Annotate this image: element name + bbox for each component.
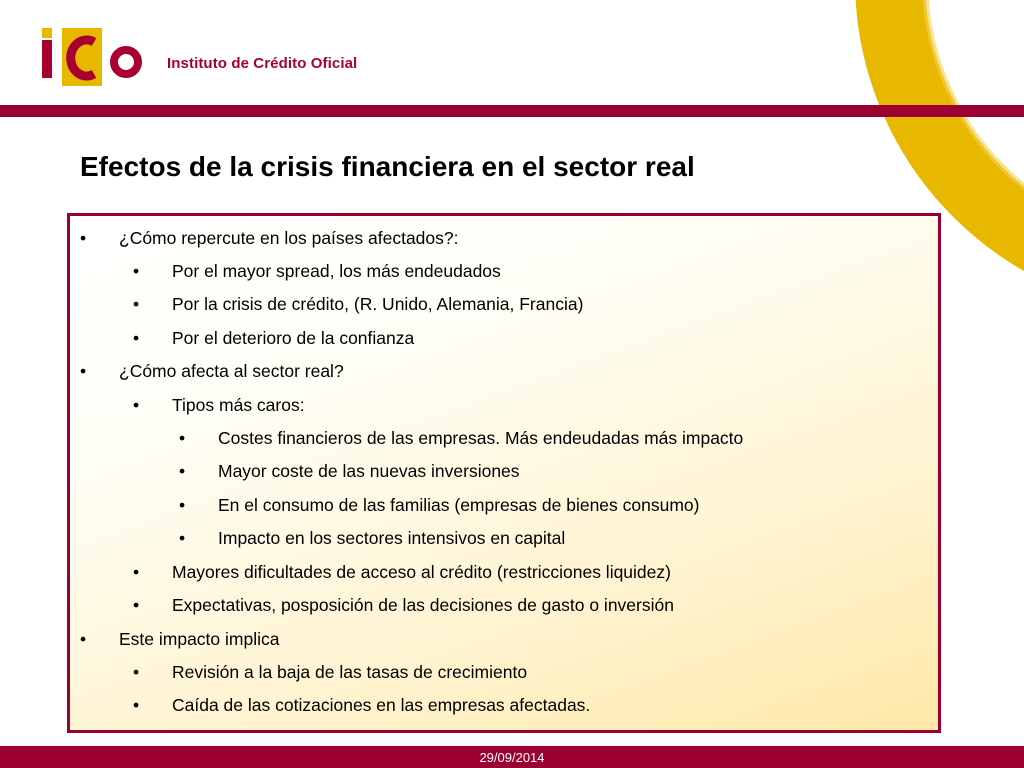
content-box [67,213,941,733]
bullet-item [133,662,528,682]
bullet-text: Impacto en los sectores intensivos en capital [218,528,566,548]
bullet-item [80,361,344,381]
slide-title: Efectos de la crisis financiera en el sector real [80,151,695,182]
ico-logo [38,24,148,94]
bullet-item [80,228,459,248]
bullet-dot: • [133,695,140,715]
bullet-dot: • [179,428,186,448]
bullet-text: Mayores dificultades de acceso al crédito (restricciones liquidez) [172,562,671,582]
bullet-dot: • [133,395,140,415]
bullet-dot: • [179,461,186,481]
bullet-item [133,328,415,348]
bullet-item [133,562,671,582]
bullet-dot: • [179,495,186,515]
bullet-text: Revisión a la baja de las tasas de crecimiento [172,662,528,682]
bullet-item [179,428,744,448]
bullet-item [80,629,280,649]
bullet-item [133,294,584,314]
bullet-dot: • [80,629,87,649]
bullet-text: Por el deterioro de la confianza [172,328,415,348]
bullet-text: En el consumo de las familias (empresas de bienes consumo) [218,495,700,515]
bullet-dot: • [179,528,186,548]
bullet-text: Costes financieros de las empresas. Más endeudadas más impacto [218,428,744,448]
bullet-item [133,695,591,715]
bullet-dot: • [80,228,87,248]
bullet-dot: • [80,361,87,381]
bullet-text: Por la crisis de crédito, (R. Unido, Alemania, Francia) [172,294,584,314]
bullet-item [133,595,674,615]
bullet-text: Este impacto implica [119,629,280,649]
bullet-item [133,261,501,281]
bullet-text: Caída de las cotizaciones en las empresas afectadas. [172,695,591,715]
bullet-dot: • [133,261,140,281]
footer-date: 29/09/2014 [479,750,545,765]
bullet-item [179,495,700,515]
bullet-text: Tipos más caros: [172,395,305,415]
bullet-dot: • [133,328,140,348]
bullet-dot: • [133,595,140,615]
bullet-item [179,461,520,481]
header-divider [0,105,1024,117]
bullet-dot: • [133,662,140,682]
footer-bar [0,746,1024,768]
bullet-dot: • [133,294,140,314]
bullet-item [133,395,305,415]
bullet-dot: • [133,562,140,582]
bullet-text: ¿Cómo afecta al sector real? [119,361,344,381]
bullet-text: ¿Cómo repercute en los países afectados?: [119,228,459,248]
bullet-text: Mayor coste de las nuevas inversiones [218,461,520,481]
org-name: Instituto de Crédito Oficial [167,55,358,72]
bullet-text: Expectativas, posposición de las decisiones de gasto o inversión [172,595,674,615]
bullet-item [179,528,566,548]
bullet-text: Por el mayor spread, los más endeudados [172,261,501,281]
